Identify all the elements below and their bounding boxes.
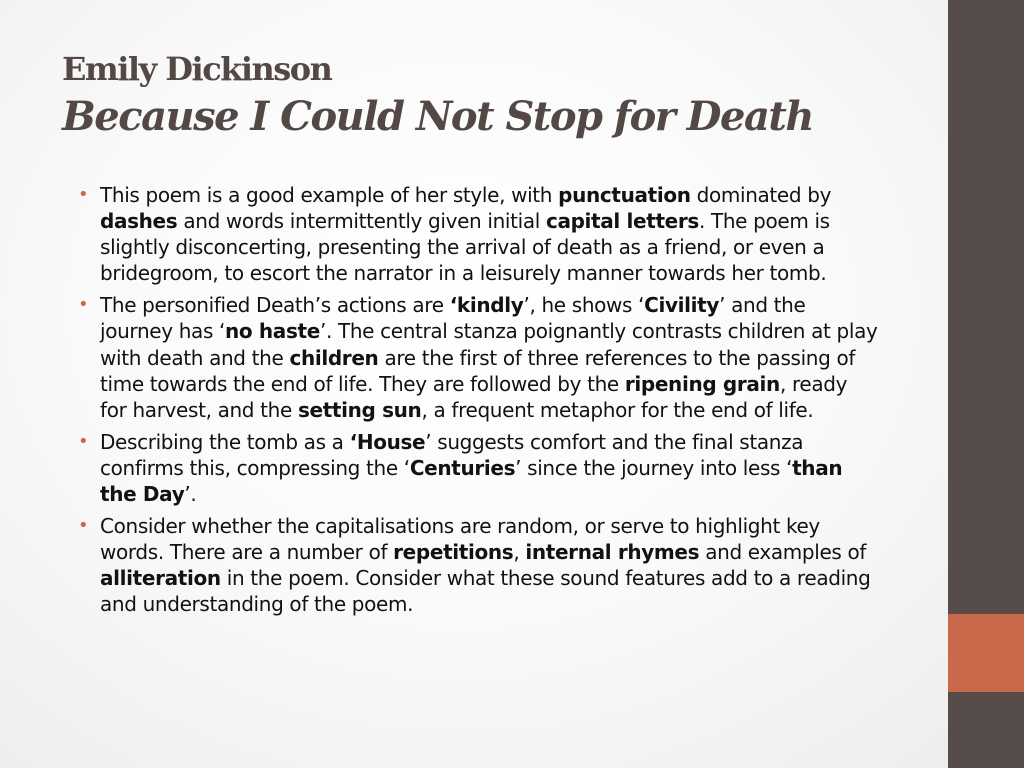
bold-keyword: than the Day (100, 455, 843, 507)
bullet-text: This poem is a good example of her style, with (100, 183, 559, 207)
bullet-text: ’ suggests comfort and the final stanza confirms this, compressing the ‘ (100, 429, 804, 480)
bullet-list (78, 182, 878, 624)
bold-keyword: alliteration (100, 566, 221, 591)
slide-title: Emily Dickinson (62, 50, 332, 88)
bold-keyword: setting sun (297, 397, 422, 422)
bullet-item (78, 292, 878, 422)
bullet-item (78, 182, 878, 286)
slide-title-block (62, 46, 922, 142)
bullet-text: ’ since the journey into less ‘ (515, 455, 793, 480)
bullet-text: Consider whether the capitalisations are random, or serve to highlight key words. There are a number of (100, 514, 820, 565)
bullet-text: ’. (184, 482, 197, 507)
bullet-text: ’, he shows ‘ (523, 293, 645, 318)
bullet-text: , ready for harvest, and the (100, 371, 848, 422)
bullet-item (78, 429, 878, 507)
bullet-text: ’. The central stanza poignantly contrasts children at play with death and the (100, 319, 878, 370)
bullet-text: dominated by (690, 183, 832, 207)
bold-keyword: Centuries (409, 455, 516, 480)
bullet-text: , (513, 540, 526, 565)
bullet-text: in the poem. Consider what these sound features add to a reading and understanding of the poem. (100, 566, 871, 617)
bullet-text: ’ and the journey has ‘ (100, 293, 806, 344)
bold-keyword: dashes (100, 209, 178, 234)
bold-keyword: no haste (225, 319, 320, 344)
slide-subtitle: Because I Could Not Stop for Death (62, 93, 813, 140)
bold-keyword: capital letters (545, 209, 699, 234)
bullet-text: are the first of three references to the passing of time towards the end of life. They are followed by the (100, 345, 856, 396)
bold-keyword: Civility (644, 293, 720, 318)
bold-keyword: ripening grain (624, 371, 780, 396)
bold-keyword: ‘kindly (449, 293, 524, 318)
bullet-text: and examples of (699, 540, 867, 565)
bullet-text: . The poem is slightly disconcerting, presenting the arrival of death as a friend, or even a bridegroom, to escort the narrator in a leisurely manner towards her tomb. (100, 209, 830, 286)
bold-keyword: punctuation (558, 183, 691, 207)
bold-keyword: repetitions (393, 540, 514, 565)
bold-keyword: internal rhymes (525, 540, 700, 565)
bold-keyword: ‘House (349, 429, 426, 454)
sidebar-accent-block (948, 614, 1024, 692)
bold-keyword: children (289, 345, 379, 370)
bullet-item (78, 513, 878, 617)
bullet-text: and words intermittently given initial (177, 209, 546, 234)
bullet-text: , a frequent metaphor for the end of life. (421, 397, 814, 422)
bullet-text: The personified Death’s actions are (100, 293, 450, 318)
bullet-text: Describing the tomb as a (100, 429, 350, 454)
sidebar-bar (948, 0, 1024, 768)
